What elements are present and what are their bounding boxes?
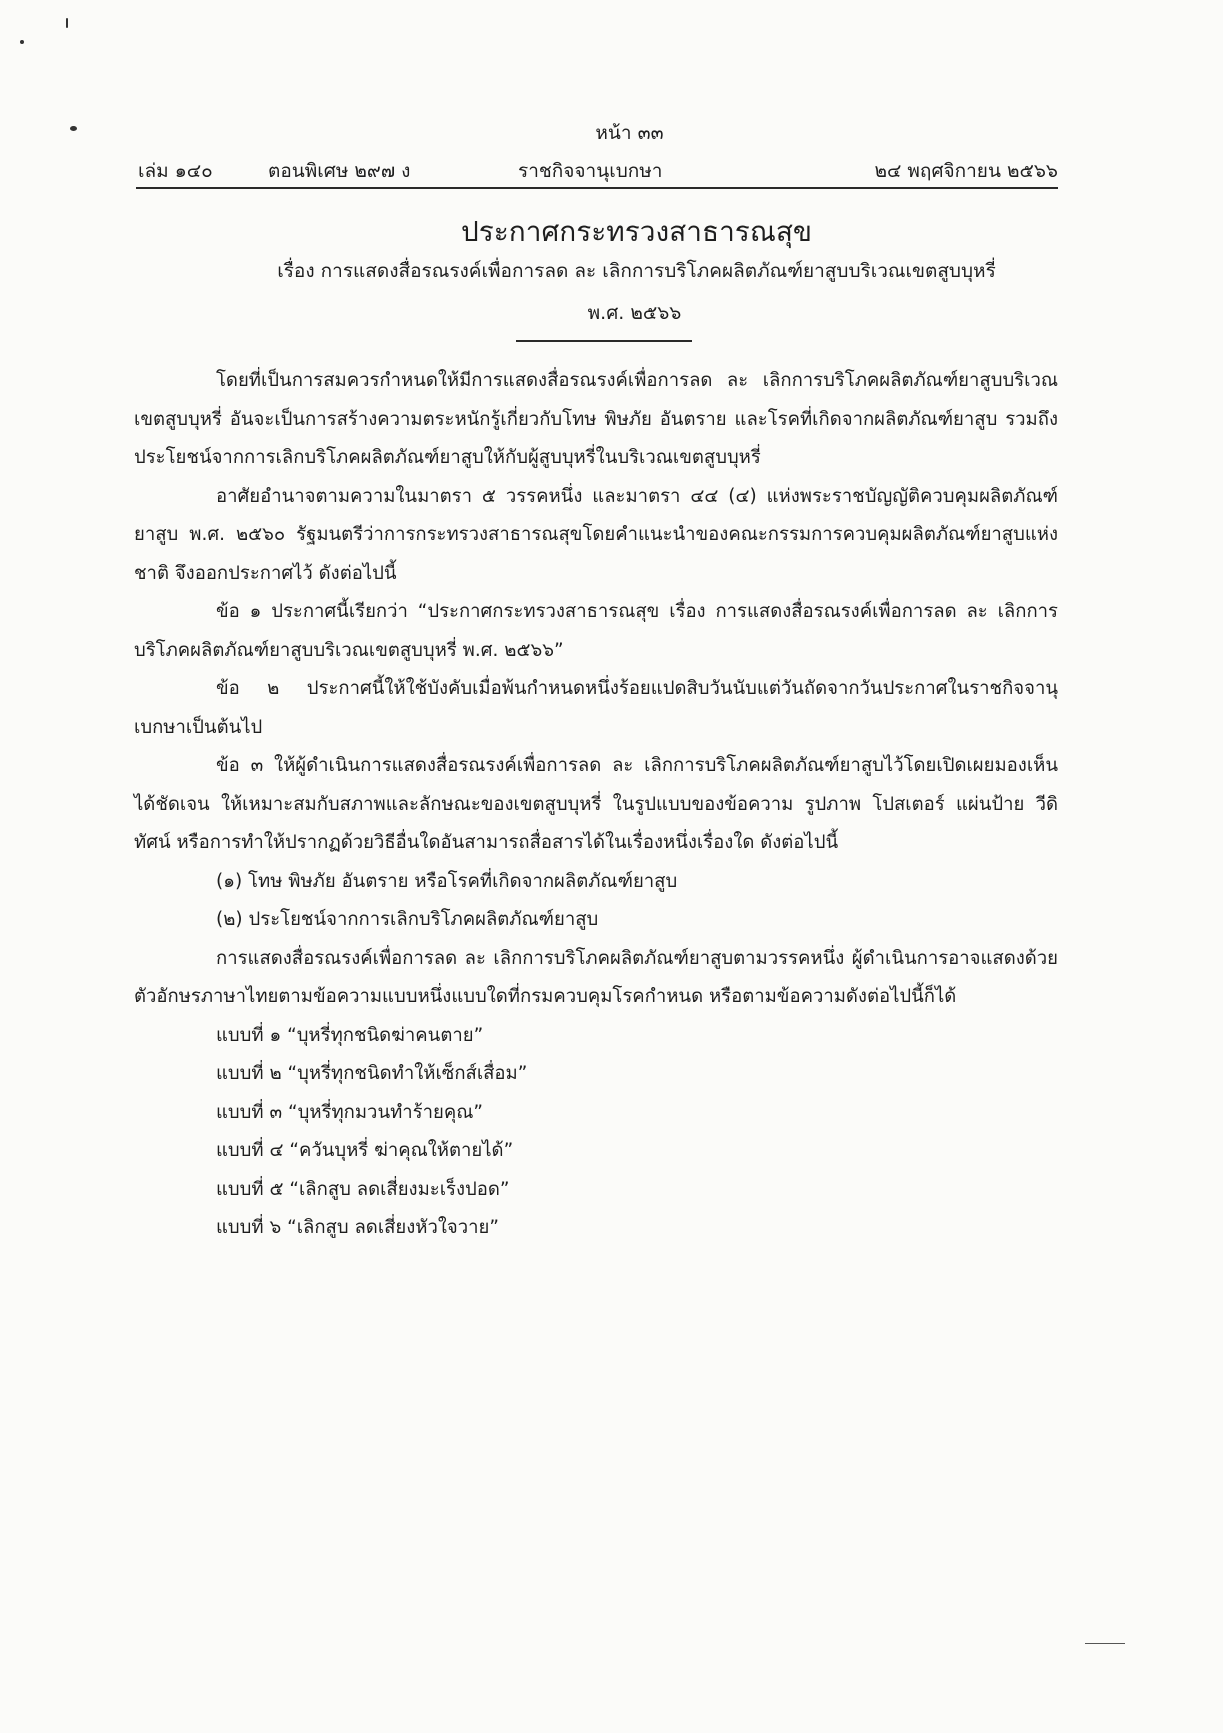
section-number: ตอนพิเศษ ๒๙๗ ง: [268, 160, 411, 182]
announcement-body: [134, 362, 1058, 1248]
message-model-5: แบบที่ ๕ “เลิกสูบ ลดเสี่ยงมะเร็งปอด”: [216, 1178, 510, 1200]
scan-speck: [1085, 1643, 1125, 1644]
title-divider: [516, 340, 692, 342]
clause-1: ข้อ ๑ ประกาศนี้เรียกว่า “ประกาศกระทรวงสาธารณสุข เรื่อง การแสดงสื่อรณรงค์เพื่อการลด ละ เลิกการบริโภคผลิตภัณฑ์ยาสูบบริเวณเขตสูบบุหรี่ พ.ศ. ๒๕๖๖”: [134, 601, 1058, 661]
announcement-subject: เรื่อง การแสดงสื่อรณรงค์เพื่อการลด ละ เลิกการบริโภคผลิตภัณฑ์ยาสูบบริเวณเขตสูบบุหรี่: [277, 260, 996, 282]
volume-number: เล่ม ๑๔๐: [138, 160, 213, 182]
message-model-1: แบบที่ ๑ “บุหรี่ทุกชนิดฆ่าคนตาย”: [216, 1024, 484, 1046]
message-model-6: แบบที่ ๖ “เลิกสูบ ลดเสี่ยงหัวใจวาย”: [216, 1217, 499, 1238]
publication-date: ๒๔ พฤศจิกายน ๒๕๖๖: [874, 160, 1058, 182]
gazette-header: [138, 156, 1058, 184]
clause-3-paragraph-2: การแสดงสื่อรณรงค์เพื่อการลด ละ เลิกการบริโภคผลิตภัณฑ์ยาสูบตามวรรคหนึ่ง ผู้ดำเนินการอาจแสดงด้วยตัวอักษรภาษาไทยตามข้อความแบบหนึ่งแบบใดที่กรมควบคุมโรคกำหนด หรือตามข้อความดังต่อไปนี้ก็ได้: [134, 947, 1058, 1007]
clause-3-item-1: (๑) โทษ พิษภัย อันตราย หรือโรคที่เกิดจากผลิตภัณฑ์ยาสูบ: [216, 870, 678, 892]
clause-3-item-2: (๒) ประโยชน์จากการเลิกบริโภคผลิตภัณฑ์ยาสูบ: [216, 909, 599, 930]
message-model-4: แบบที่ ๔ “ควันบุหรี่ ฆ่าคุณให้ตายได้”: [216, 1140, 514, 1161]
message-model-2: แบบที่ ๒ “บุหรี่ทุกชนิดทำให้เซ็กส์เสื่อม”: [216, 1063, 528, 1084]
announcement-year: พ.ศ. ๒๕๖๖: [587, 302, 682, 324]
clause-3: ข้อ ๓ ให้ผู้ดำเนินการแสดงสื่อรณรงค์เพื่อการลด ละ เลิกการบริโภคผลิตภัณฑ์ยาสูบไว้โดยเปิดเผยมองเห็นได้ชัดเจน ให้เหมาะสมกับสภาพและลักษณะของเขตสูบบุหรี่ ในรูปแบบของข้อความ รูปภาพ โปสเตอร์ แผ่นป้าย วีดิทัศน์ หรือการทำให้ปรากฏด้วยวิธีอื่นใดอันสามารถสื่อสารได้ในเรื่องหนึ่งเรื่องใด ดังต่อไปนี้: [134, 755, 1058, 853]
announcement-title: ประกาศกระทรวงสาธารณสุข: [460, 215, 813, 248]
clause-2: ข้อ ๒ ประกาศนี้ให้ใช้บังคับเมื่อพ้นกำหนดหนึ่งร้อยแปดสิบวันนับแต่วันถัดจากวันประกาศในราชกิจจานุเบกษาเป็นต้นไป: [134, 678, 1058, 738]
preamble-paragraph: โดยที่เป็นการสมควรกำหนดให้มีการแสดงสื่อรณรงค์เพื่อการลด ละ เลิกการบริโภคผลิตภัณฑ์ยาสูบบริเวณเขตสูบบุหรี่ อันจะเป็นการสร้างความตระหนักรู้เกี่ยวกับโทษ พิษภัย อันตราย และโรคที่เกิดจากผลิตภัณฑ์ยาสูบ รวมถึงประโยชน์จากการเลิกบริโภคผลิตภัณฑ์ยาสูบให้กับผู้สูบบุหรี่ในบริเวณเขตสูบบุหรี่: [134, 370, 1058, 468]
scan-speck: [20, 40, 24, 44]
authority-paragraph: อาศัยอำนาจตามความในมาตรา ๕ วรรคหนึ่ง และมาตรา ๔๔ (๔) แห่งพระราชบัญญัติควบคุมผลิตภัณฑ์ยาสูบ พ.ศ. ๒๕๖๐ รัฐมนตรีว่าการกระทรวงสาธารณสุขโดยคำแนะนำของคณะกรรมการควบคุมผลิตภัณฑ์ยาสูบแห่งชาติ จึงออกประกาศไว้ ดังต่อไปนี้: [134, 485, 1058, 584]
message-model-3: แบบที่ ๓ “บุหรี่ทุกมวนทำร้ายคุณ”: [216, 1101, 483, 1123]
gazette-name: ราชกิจจานุเบกษา: [518, 160, 663, 182]
header-divider: [136, 187, 1058, 189]
scan-speck: [66, 18, 68, 28]
page-number: หน้า ๓๓: [595, 122, 664, 144]
